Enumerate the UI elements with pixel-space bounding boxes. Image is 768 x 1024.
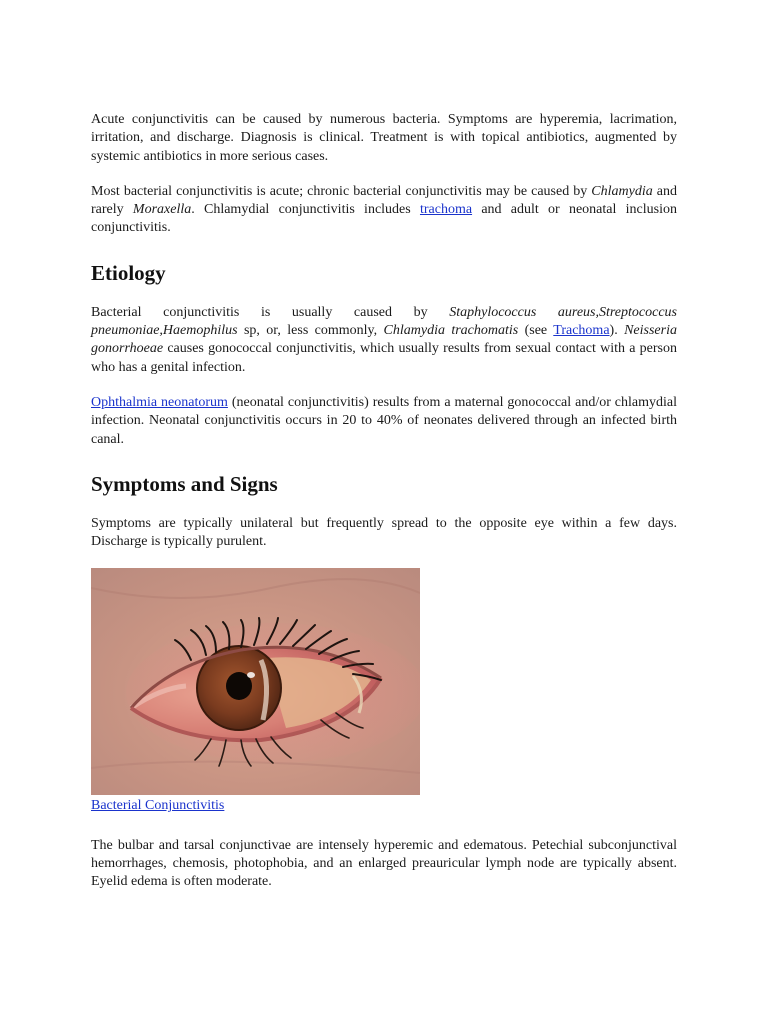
intro-paragraph: Acute conjunctivitis can be caused by numerous bacteria. Symptoms are hyperemia, lacrimation, irritation, and discharge. Diagnosis is clinical. Treatment is with topical antibiotics, augmented by systemic antibiotics in more serious cases.	[91, 112, 677, 164]
article-body	[91, 111, 677, 909]
text-run: and rarely	[91, 183, 677, 218]
genus-name: Chlamydia	[591, 183, 653, 199]
intro-paragraph-2	[91, 183, 677, 238]
text-run: causes gonococcal conjunctivitis, which usually results from sexual contact with a person who has a genital infection.	[91, 341, 677, 375]
findings-paragraph: The bulbar and tarsal conjunctivae are intensely hyperemic and edematous. Petechial subconjunctival hemorrhages, chemosis, photophobia, and an enlarged preauricular lymph node are typically absent. Eyelid edema is often moderate.	[91, 837, 677, 890]
ophthalmia-neonatorum-link[interactable]: Ophthalmia neonatorum	[91, 394, 228, 410]
trachoma-link[interactable]: trachoma	[419, 202, 473, 218]
genus-name: Moraxella	[132, 202, 192, 218]
symptoms-paragraph: Symptoms are typically unilateral but frequently spread to the opposite eye within a few days. Discharge is typically purulent.	[91, 515, 677, 550]
etiology-paragraph	[91, 304, 677, 377]
species-name: Neisseria gonorrhoeae	[91, 323, 677, 357]
text-run: ).	[609, 323, 625, 339]
text-run: Bacterial conjunctivitis is usually caused by	[91, 304, 450, 320]
symptoms-heading: Symptoms and Signs	[91, 471, 278, 496]
species-name: Chlamydia trachomatis	[383, 323, 519, 339]
text-run: . Chlamydial conjunctivitis includes	[191, 202, 420, 218]
text-run: (neonatal conjunctivitis) results from a maternal gonococcal and/or chlamydial infection. Neonatal conjunctivitis occurs in 20 to 40% of neonates delivered through an infected birth canal.	[91, 394, 678, 447]
bacterial-conjunctivitis-image	[91, 568, 420, 795]
trachoma-reference-link[interactable]: Trachoma	[553, 323, 610, 339]
species-names: Staphylococcus aureus,Streptococcus pneumoniae,Haemophilus	[91, 304, 678, 339]
etiology-heading: Etiology	[91, 260, 166, 285]
text-run: and adult or neonatal inclusion conjunctivitis.	[91, 202, 677, 236]
text-run: Most bacterial conjunctivitis is acute; chronic bacterial conjunctivitis may be caused by	[91, 183, 592, 199]
text-run: sp, or, less commonly,	[237, 323, 384, 339]
eye-photo	[91, 568, 420, 795]
text-run: (see	[518, 323, 554, 339]
neonatal-paragraph	[91, 394, 677, 449]
image-caption-link[interactable]: Bacterial Conjunctivitis	[91, 798, 225, 814]
